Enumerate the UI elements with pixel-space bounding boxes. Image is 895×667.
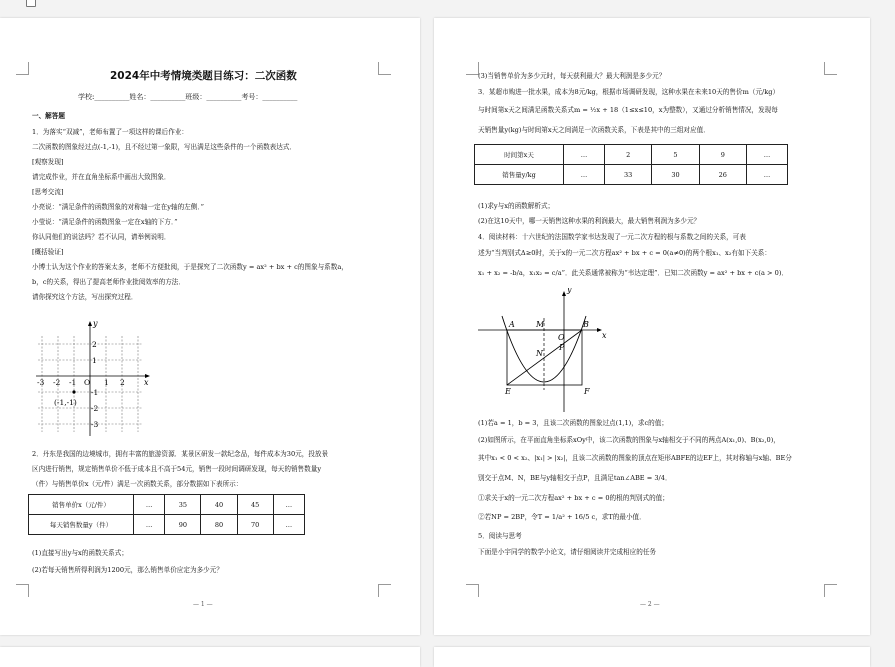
text-line: (3)当销售单价为多少元时，每天获利最大？最大利润是多少元？ (478, 72, 666, 80)
point-label-n: N (536, 349, 543, 358)
table-cell: 时间第x天 (475, 145, 564, 165)
x-tick-label: -3 (37, 378, 45, 387)
table-cell: 每天销售数量y（件） (29, 515, 134, 535)
y-axis-label: y (93, 319, 98, 328)
text-line: b，c的关系，得出了提高老师作业批阅效率的方法． (32, 278, 185, 286)
document-page-2 (434, 18, 870, 635)
point-label-o: O (558, 333, 565, 342)
text-line: 与时间第x天之间满足函数关系式m = ½x + 18（1≤x≤10，x为整数），又通过分析销售情况，发现每 (478, 106, 778, 114)
top-toolbar-strip (0, 0, 895, 8)
text-line: 小博士认为这个作业的答案太多，老师不方便批阅，于是探究了二次函数y = ax² + bx + c的图象与系数a， (32, 263, 348, 271)
text-line: 小莹说：“满足条件的函数图象一定在x轴的下方．” (32, 218, 178, 226)
price-quantity-table (28, 494, 305, 535)
text-line: 别交于点M、N，BE与y轴相交于点P，且满足tan∠ABE = 3/4． (478, 474, 672, 482)
point-label-a: A (509, 320, 515, 329)
y-axis-arrow-icon (562, 291, 566, 296)
section-heading: 一、解答题 (32, 112, 65, 120)
x-tick-labels (37, 378, 125, 387)
text-line: [思考交流] (32, 188, 64, 196)
text-line: ①求关于x的一元二次方程ax² + bx + c = 0的根的判别式的值； (478, 494, 669, 502)
point-label-e: E (505, 387, 511, 396)
table-cell: 35 (165, 495, 201, 515)
text-line: 天销售量y(kg)与时间第x天之间满足一次函数关系，下表是其中的三组对应值． (478, 126, 710, 134)
table-cell: … (273, 515, 304, 535)
page-number: — 2 — (640, 601, 660, 608)
text-line: ②若NP = 2BP，令T = 1/a² + 16/5 c，求T的最小值． (478, 513, 646, 521)
text-line: 小亮说：“满足条件的函数图象的对称轴一定在y轴的左侧．” (32, 203, 205, 211)
table-cell: 30 (652, 165, 699, 185)
point-label-f: F (584, 387, 590, 396)
table-cell: 5 (652, 145, 699, 165)
text-line: 其中x₁ < 0 < x₂、|x₁| > |x₂|，且该二次函数的图象的顶点在矩形ABFE的边EF上，其对称轴与x轴、BE分 (478, 454, 792, 462)
text-line: (1)求y与x的函数解析式； (478, 202, 555, 210)
text-line: 1．为落实“双减”，老师布置了一项这样的课后作业： (32, 128, 188, 136)
text-line: (1)直接写出y与x的函数关系式； (32, 549, 128, 557)
x-tick-label: 2 (120, 378, 125, 387)
origin-label: O (84, 378, 91, 387)
table-cell: … (134, 495, 165, 515)
text-line: 2．丹东是我国的边境城市，拥有丰富的旅游资源．某景区研发一款纪念品，每件成本为30元，投放景 (32, 450, 329, 458)
x-axis-label: x (602, 331, 607, 340)
document-page-3-partial (0, 647, 420, 667)
crop-mark-top-left (16, 62, 29, 75)
text-line: [概括验证] (32, 248, 64, 256)
y-tick-label: -3 (91, 420, 99, 429)
text-line: 下面是小宇同学的数学小论文，请仔细阅读并完成相应的任务 (478, 548, 657, 556)
text-line: 你认同他们的说法吗？若不认同，请举例说明． (32, 233, 171, 241)
x-tick-label: 1 (104, 378, 109, 387)
y-tick-labels (91, 340, 99, 429)
text-line: (2)在这10天中，哪一天销售这种水果的利润最大，最大销售利润为多少元？ (478, 217, 701, 225)
text-line: 3．某超市购进一批水果，成本为8元/kg，根据市场调研发现，这种水果在未来10天的售价m（元/kg） (478, 88, 780, 96)
table-cell: 销售单价x（元/件） (29, 495, 134, 515)
table-cell: 9 (699, 145, 746, 165)
text-line: (2)如图所示，在平面直角坐标系xOy中，该二次函数的图象与x轴相交于不同的两点A(x₁,0)、B(x₂,0)， (478, 436, 780, 444)
selection-checkbox[interactable] (26, 0, 36, 7)
y-axis-label: y (567, 288, 572, 294)
text-line: 5．阅读与思考 (478, 532, 522, 540)
crop-mark-top-right (824, 62, 837, 75)
text-line: 请完成作业，并在直角坐标系中画出大致图象． (32, 173, 171, 181)
student-info-line: 学校:__________姓名：__________班级：__________考号：__________ (78, 93, 298, 101)
table-row (475, 165, 788, 185)
table-cell: 销售量y/kg (475, 165, 564, 185)
text-line: 二次函数的图象经过点(-1,-1)，且不经过第一象限，写出满足这些条件的一个函数表达式． (32, 143, 297, 151)
point-label-m: M (536, 320, 545, 329)
text-line: 请你探究这个方法，写出探究过程． (32, 293, 138, 301)
table-cell: … (134, 515, 165, 535)
table-cell: … (564, 145, 605, 165)
text-line: （件）与销售单价x（元/件）满足一次函数关系，部分数据如下表所示： (32, 480, 243, 488)
x-axis-label: x (144, 378, 149, 387)
given-point (72, 390, 75, 393)
point-label-b: B (583, 320, 589, 329)
table-cell: 26 (699, 165, 746, 185)
table-cell: 33 (604, 165, 651, 185)
y-tick-label: -1 (91, 388, 99, 397)
table-cell: … (746, 145, 787, 165)
crop-mark-bottom-left (16, 584, 29, 597)
table-cell: 70 (237, 515, 273, 535)
table-row (29, 495, 305, 515)
text-line: (1)若a = 1，b = 3，且该二次函数的图象过点(1,1)，求c的值； (478, 419, 668, 427)
table-cell: 2 (604, 145, 651, 165)
table-cell: … (564, 165, 605, 185)
y-axis-arrow-icon (88, 321, 92, 326)
sales-volume-table (474, 144, 788, 185)
x-tick-label: -1 (69, 378, 77, 387)
text-line: (2)若每天销售所得利润为1200元，那么销售单价应定为多少元？ (32, 566, 223, 574)
y-tick-label: -2 (91, 404, 99, 413)
text-line: 述为“当判别式Δ≥0时，关于x的一元二次方程ax² + bx + c = 0(a≠0)的两个根x₁、x₂有如下关系： (478, 249, 771, 257)
table-cell: … (746, 165, 787, 185)
crop-mark-top-right (378, 62, 391, 75)
x-tick-label: -2 (53, 378, 61, 387)
table-cell: … (273, 495, 304, 515)
text-line: 4．阅读材料：十六世纪的法国数学家韦达发现了一元二次方程的根与系数之间的关系，可表 (478, 233, 746, 241)
document-page-1 (0, 18, 420, 635)
y-tick-label: 2 (92, 340, 97, 349)
table-cell: 80 (201, 515, 237, 535)
parabola-rectangle-figure (478, 288, 612, 414)
table-cell: 40 (201, 495, 237, 515)
document-page-4-partial (434, 647, 870, 667)
point-label: (-1,-1) (54, 398, 77, 407)
crop-mark-bottom-right (824, 584, 837, 597)
crop-mark-bottom-left (466, 584, 479, 597)
crop-mark-bottom-right (378, 584, 391, 597)
text-line: 区内进行销售，规定销售单价不低于成本且不高于54元，销售一段时间调研发现，每天的销售数量y (32, 465, 322, 473)
text-line: x₁ + x₂ = -b/a，x₁x₂ = c/a”．此关系通常被称为“韦达定理”．已知二次函数y = ax² + bx + c(a > 0)． (478, 269, 789, 277)
point-label-p: P (559, 343, 565, 352)
text-line: [观察发现] (32, 158, 64, 166)
table-row (29, 515, 305, 535)
table-row (475, 145, 788, 165)
y-tick-label: 1 (92, 356, 97, 365)
table-cell: 90 (165, 515, 201, 535)
table-cell: 45 (237, 495, 273, 515)
page-title: 2024年中考情境类题目练习：二次函数 (110, 70, 297, 82)
coordinate-grid-figure (34, 314, 154, 438)
page-number: — 1 — (193, 601, 213, 608)
